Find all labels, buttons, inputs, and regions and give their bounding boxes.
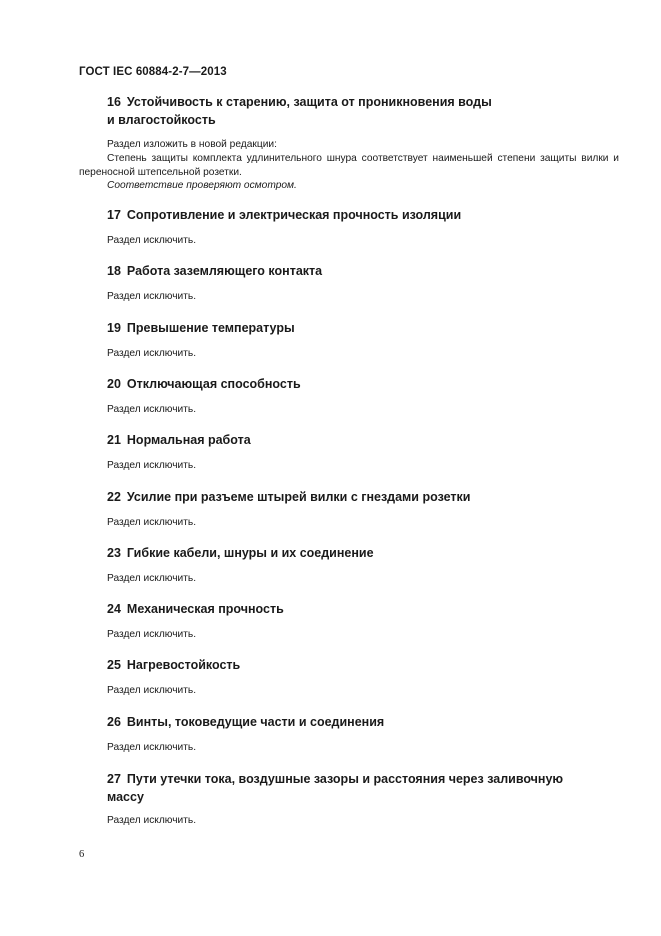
section-number: 21	[107, 433, 121, 447]
section-number: 20	[107, 377, 121, 391]
section-title-text: Механическая прочность	[126, 602, 284, 616]
section-number: 22	[107, 490, 121, 504]
section-17-title	[107, 206, 627, 224]
section-title-text: Нагревостойкость	[126, 658, 241, 672]
section-number: 23	[107, 546, 121, 560]
section-title-line2: и влагостойкость	[107, 113, 216, 127]
paragraph-italic: Соответствие проверяют осмотром.	[107, 180, 297, 191]
section-title-text: Гибкие кабели, шнуры и их соединение	[126, 546, 374, 560]
section-title-text: Усилие при разъеме штырей вилки с гнездами розетки	[126, 490, 471, 504]
document-header: ГОСТ IEC 60884-2-7—2013	[79, 66, 227, 78]
paragraph: Степень защиты комплекта удлинительного шнура соответствует наименьшей степени защиты вилки и переносной штепсельной розетки.	[79, 153, 619, 178]
section-number: 18	[107, 264, 121, 278]
page-number: 6	[79, 849, 85, 860]
paragraph: Раздел исключить.	[107, 742, 197, 753]
section-22-title	[107, 488, 627, 506]
section-title-text: Работа заземляющего контакта	[126, 264, 323, 278]
section-number: 16	[107, 95, 121, 109]
paragraph: Раздел исключить.	[107, 460, 197, 471]
section-27-title	[107, 770, 627, 806]
section-title-text: Сопротивление и электрическая прочность изоляции	[126, 208, 462, 222]
section-title-text: Винты, токоведущие части и соединения	[126, 715, 385, 729]
paragraph: Раздел исключить.	[107, 573, 197, 584]
section-19-title	[107, 319, 627, 337]
section-number: 17	[107, 208, 121, 222]
section-title-text: Отключающая способность	[126, 377, 301, 391]
section-24-title	[107, 600, 627, 618]
paragraph: Раздел исключить.	[107, 629, 197, 640]
section-16-title	[107, 93, 627, 129]
section-number: 26	[107, 715, 121, 729]
section-23-title	[107, 544, 627, 562]
paragraph: Раздел исключить.	[107, 291, 197, 302]
paragraph: Раздел исключить.	[107, 685, 197, 696]
section-25-title	[107, 656, 627, 674]
section-number: 27	[107, 772, 121, 786]
section-18-title	[107, 262, 627, 280]
section-title-line2: массу	[107, 790, 144, 804]
section-title-text: Нормальная работа	[126, 433, 251, 447]
section-title-text: Превышение температуры	[126, 321, 295, 335]
section-21-title	[107, 431, 627, 449]
paragraph: Раздел исключить.	[107, 815, 197, 826]
paragraph: Раздел исключить.	[107, 517, 197, 528]
section-title-line1: Пути утечки тока, воздушные зазоры и расстояния через заливочную	[126, 772, 564, 786]
paragraph: Раздел изложить в новой редакции:	[107, 139, 277, 150]
section-26-title	[107, 713, 627, 731]
section-number: 24	[107, 602, 121, 616]
section-number: 25	[107, 658, 121, 672]
section-title-line1: Устойчивость к старению, защита от проникновения воды	[126, 95, 492, 109]
paragraph: Раздел исключить.	[107, 404, 197, 415]
paragraph: Раздел исключить.	[107, 235, 197, 246]
paragraph: Раздел исключить.	[107, 348, 197, 359]
section-20-title	[107, 375, 627, 393]
section-number: 19	[107, 321, 121, 335]
